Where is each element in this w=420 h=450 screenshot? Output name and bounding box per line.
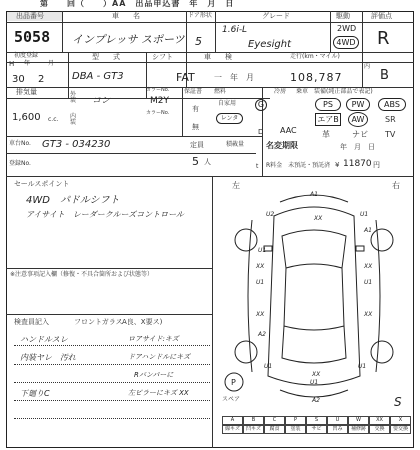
- chassis-label: 車台No.: [9, 140, 31, 147]
- usage-own: 自家用: [218, 100, 237, 107]
- inspector-label: 検査員記入: [14, 318, 49, 326]
- fuel-label: 燃料: [214, 88, 227, 95]
- doors-label: ドア形状: [188, 12, 212, 19]
- mark-a2-left-quarter: A2: [258, 331, 266, 338]
- diagram-left-label: 左: [232, 181, 240, 190]
- score-value: R: [377, 28, 390, 49]
- equip-tv: TV: [385, 130, 396, 139]
- mark-xx-right-front: XX: [364, 263, 373, 270]
- mark-a1-front: A1: [310, 191, 318, 198]
- mark-u1-left-door: U1: [256, 279, 265, 286]
- first-reg-year-label: 年: [24, 60, 31, 67]
- equip-pw: PW: [346, 98, 370, 111]
- equip-airbag: エアB: [315, 113, 341, 126]
- glass-options: A良、X要ス): [122, 318, 163, 326]
- drive-2wd: 2WD: [337, 24, 357, 33]
- drive-4wd-circled: [333, 36, 359, 49]
- warranty-none: 無: [192, 123, 199, 131]
- name-change-label: 名変期限: [266, 141, 298, 150]
- first-reg-month: 2: [38, 74, 45, 85]
- color-no-label: カラーNo.: [146, 87, 170, 93]
- shift-value: FAT: [176, 71, 195, 84]
- name-change-fields: 年 月 日: [340, 143, 375, 151]
- mark-a2-rear: A2: [312, 397, 320, 404]
- mark-xx-left-front: XX: [256, 263, 265, 270]
- grade-line2: Eyesight: [248, 39, 291, 50]
- inspector-r2-left: 内装ヤレ 汚れ: [20, 353, 76, 362]
- chassis-value: GT3 - 034230: [42, 139, 111, 150]
- fuel-selected: G: [257, 100, 265, 109]
- mark-u2-front-left: U2: [266, 211, 275, 218]
- ac-value: AAC: [280, 126, 297, 135]
- load-label: 積載量: [226, 141, 245, 148]
- drive-4wd: 4WD: [336, 38, 356, 47]
- interior-score: B: [380, 68, 389, 83]
- reg-no-label: 登録No.: [9, 160, 31, 167]
- mark-u1-right-door: U1: [364, 279, 373, 286]
- recycle-yen: ¥: [335, 161, 340, 169]
- car-name-label: 車 名: [112, 12, 140, 20]
- grade-label: グレード: [262, 12, 290, 20]
- recycle-note: R料金 未預託・預託済: [266, 162, 331, 169]
- score-label: 評価点: [371, 12, 392, 20]
- fuel-circled: [255, 99, 267, 111]
- color-ext: コン: [92, 96, 111, 106]
- grade-line1: 1.6i-L: [222, 25, 248, 35]
- fuel-option-d: D: [258, 128, 264, 136]
- mark-xx-hood: XX: [314, 215, 323, 222]
- inspector-r1-left: ハンドルスレ: [20, 335, 68, 344]
- mileage-value: 108,787: [290, 71, 343, 84]
- mark-u1-front-right: U1: [360, 211, 369, 218]
- first-reg-year: 30: [12, 74, 25, 85]
- inspection-label: 車 検: [204, 53, 232, 61]
- capacity-value: 5: [192, 155, 199, 168]
- shift-label: シフト: [152, 53, 173, 61]
- recycle-unit: 円: [373, 161, 380, 169]
- lot-number-label: 出品番号: [16, 12, 44, 20]
- recycle-amount: 11870: [343, 159, 372, 169]
- inspector-r3-right: Rバンパーに: [134, 371, 174, 379]
- equip-leather: 革: [322, 130, 330, 139]
- lot-number: 5058: [14, 28, 51, 46]
- capacity-label: 定員: [190, 141, 204, 149]
- equip-abs: ABS: [378, 98, 406, 111]
- model-label: 型 式: [92, 53, 120, 61]
- model-value: DBA - GT3: [72, 71, 124, 82]
- equip-label: 装備(純正部品で表記): [314, 88, 373, 95]
- load-unit: t: [256, 163, 259, 170]
- inspector-r4-left: 下廻りC: [20, 389, 50, 398]
- mark-xx-trunk: XX: [312, 371, 321, 378]
- displacement-label: 排気量: [16, 88, 37, 96]
- inspector-r4-right: 左ピラーにキズ XX: [128, 389, 189, 397]
- inspector-r2-right: ドアハンドルにキズ: [128, 353, 191, 361]
- usage-rental-circled: [216, 113, 243, 124]
- notes-label: ※注意事項記入欄（修復・不具合箇所および状態等）: [10, 271, 154, 278]
- sales-points-line1: 4WD パドルシフト: [26, 195, 120, 206]
- inspection-value: 一 年 月: [214, 73, 254, 82]
- sales-points-label: セールスポイント: [14, 180, 70, 188]
- equip-ps: PS: [315, 98, 341, 111]
- color-no: M2Y: [150, 96, 169, 106]
- equip-navi: ナビ: [352, 130, 368, 139]
- car-name: インプレッサ スポーツ: [72, 33, 185, 46]
- first-reg-month-label: 月: [48, 60, 55, 67]
- mark-u1-trunk: U1: [310, 379, 319, 386]
- color-int-no-label: カラーNo.: [146, 110, 170, 116]
- spare-label: スペア: [222, 396, 241, 403]
- warranty-label: 保証書: [184, 88, 203, 95]
- equip-aw: AW: [348, 112, 368, 127]
- first-reg-label: 初度登録: [14, 52, 39, 59]
- mark-xx-left-rear: XX: [256, 311, 265, 318]
- usage-rental: レンタ: [220, 115, 239, 122]
- drive-label: 駆動: [336, 12, 350, 20]
- mark-xx-right-rear: XX: [364, 311, 373, 318]
- first-reg-era: H: [9, 60, 15, 68]
- mark-u1-rear-left: U1: [264, 363, 273, 370]
- warranty-has: 有: [192, 105, 199, 113]
- cap-label: 乗車: [296, 88, 309, 95]
- ac-label: 冷房: [274, 88, 287, 95]
- mark-a1-right-fender: A1: [364, 227, 372, 234]
- mileage-label: 走行(km・マイル): [290, 53, 340, 60]
- damage-legend: A B C P S U W XX X 線キズ 凹キズ 腐食 塗装 サビ 凹み 補修跡 交換 要交換: [222, 416, 412, 436]
- interior-score-label: 内: [364, 63, 371, 70]
- capacity-unit: 人: [204, 158, 211, 166]
- doors-value: 5: [195, 35, 202, 48]
- glass-label: フロントガラス: [74, 318, 123, 326]
- inspector-r1-right: ロアサイド:キズ: [128, 335, 179, 343]
- mark-u1-left-fender: U1: [258, 247, 267, 254]
- spare-mark: P: [231, 378, 236, 387]
- sales-points-line2: アイサイト レーダークルーズコントロール: [26, 210, 184, 219]
- equip-sr: SR: [385, 115, 396, 124]
- displacement-unit: c.c.: [48, 116, 59, 123]
- mark-u1-rear-right: U1: [358, 363, 367, 370]
- car-diagram: [214, 176, 414, 416]
- diagram-right-label: 右: [392, 181, 400, 190]
- inspector-initial: S: [394, 395, 402, 409]
- color-int-label: 内装: [70, 113, 77, 126]
- form-top-strip: 第 回（ ）AA 出品申込書 年 月 日: [40, 0, 235, 8]
- displacement-value: 1,600: [12, 112, 41, 123]
- color-ext-label: 外装: [70, 91, 77, 104]
